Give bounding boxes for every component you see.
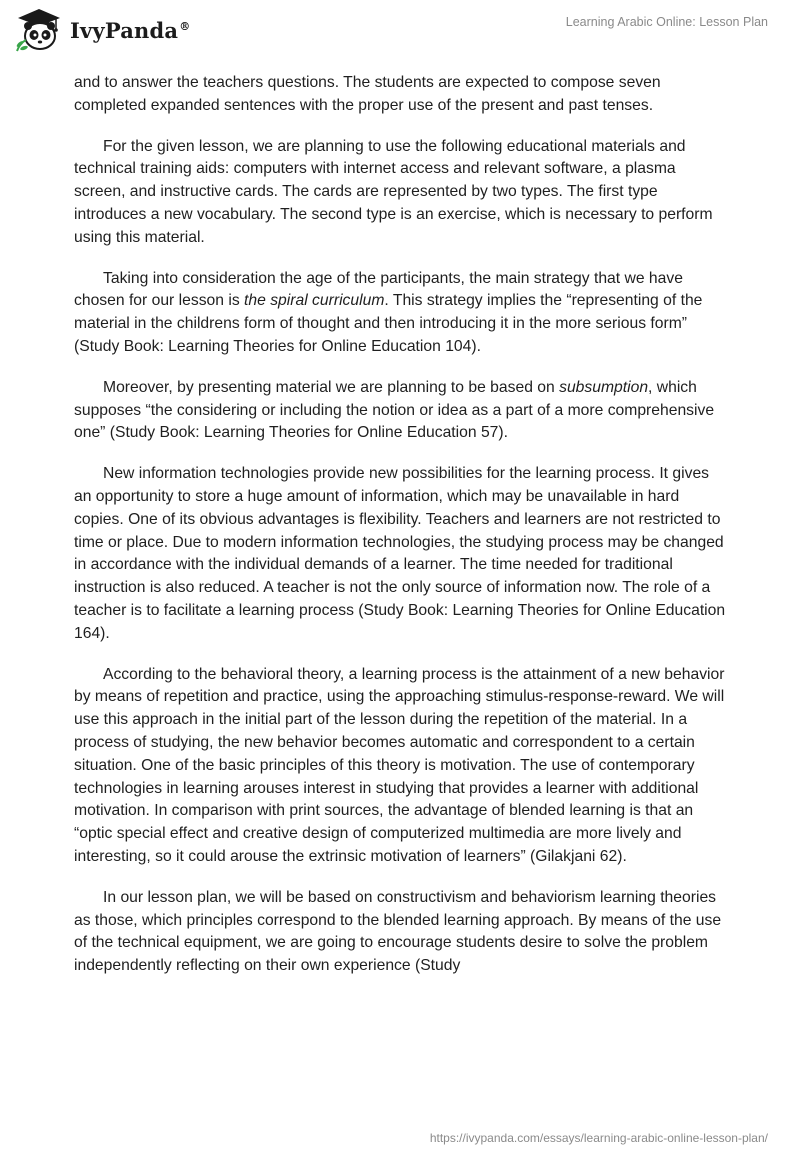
essay-body xyxy=(74,72,728,996)
ivypanda-logo[interactable] xyxy=(14,7,190,53)
brand-name xyxy=(70,18,190,43)
page-header xyxy=(0,0,800,70)
paragraph-text: , which supposes “the considering or including the notion or idea as a part of a more comprehensive one” (Study Book: Learning Theories for Online Education 57). xyxy=(74,378,715,442)
paragraph-text: Taking into consideration the age of the participants, the main strategy that we have chosen for our lesson is xyxy=(74,269,683,310)
document-title: Learning Arabic Online: Lesson Plan xyxy=(565,15,768,29)
paragraph-text: . This strategy implies the “representing of the material in the childrens form of thought and then introducing it in the more serious form” (Study Book: Learning Theories for Online Education 104). xyxy=(74,292,703,355)
emphasis-term: the spiral curriculum xyxy=(244,292,385,310)
paragraph-subsumption xyxy=(74,377,728,445)
paragraph-strategy xyxy=(74,268,728,359)
paragraph-behavioral-theory: According to the behavioral theory, a learning process is the attainment of a new behavior by means of repetition and practice, using the approaching stimulus-response-reward. We will use this approach in the initial part of the lesson during the repetition of the material. In a process of studying, the new behavior becomes automatic and correspondent to a certain situation. One of the basic principles of this theory is motivation. The use of contemporary technologies in learning arouses interest in studying that provides a learner with additional motivation. In comparison with print sources, the advantage of blended learning is that an “optic special effect and creative design of computerized multimedia are more lively and interesting, so it could arouse the extrinsic motivation of learners” (Gilakjani 62). xyxy=(74,665,725,865)
registered-mark: ® xyxy=(179,19,191,33)
emphasis-term: subsumption xyxy=(559,378,649,396)
paragraph-materials: For the given lesson, we are planning to use the following educational materials and technical training aids: computers with internet access and relevant software, a plasma screen, and instructive cards. The cards are represented by two types. The first type introduces a new vocabulary. The second type is an exercise, which is necessary to perform using this material. xyxy=(74,137,713,246)
brand-name-text: IvyPanda xyxy=(70,17,179,43)
paragraph-continuation: and to answer the teachers questions. The students are expected to compose seven completed expanded sentences with the proper use of the present and past tenses. xyxy=(74,74,661,114)
paragraph-technologies: New information technologies provide new possibilities for the learning process. It gives an opportunity to store a huge amount of information, which may be unavailable in hard copies. One of its obvious advantages is flexibility. Teachers and learners are not restricted to time or place. Due to modern information technologies, the studying process may be changed in accordance with the individual demands of a learner. The time needed for traditional instruction is also reduced. A teacher is not the only source of information now. The role of a teacher is to facilitate a learning process (Study Book: Learning Theories for Online Education 164). xyxy=(74,465,726,642)
source-url-link[interactable]: https://ivypanda.com/essays/learning-arabic-online-lesson-plan/ xyxy=(429,1131,768,1145)
paragraph-lesson-plan: In our lesson plan, we will be based on constructivism and behaviorism learning theories as those, which principles correspond to the blended learning approach. By means of the use of the technical equipment, we are going to encourage students desire to solve the problem independently reflecting on their own experience (Study xyxy=(74,888,722,975)
panda-logo-icon xyxy=(14,7,64,53)
paragraph-text: Moreover, by presenting material we are planning to be based on xyxy=(103,378,560,396)
